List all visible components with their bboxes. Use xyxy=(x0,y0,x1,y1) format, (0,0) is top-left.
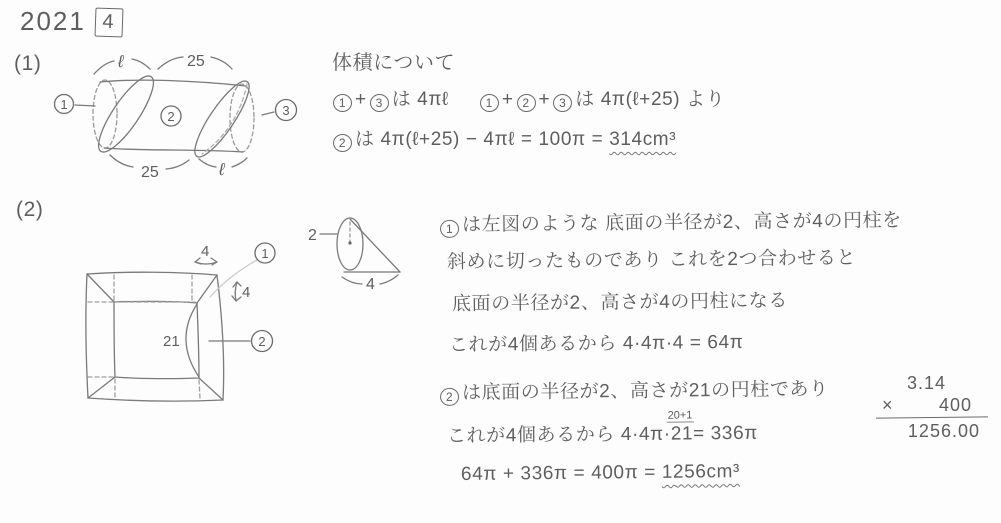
inner-height-label: 21 xyxy=(163,333,180,350)
p2-line7 xyxy=(461,461,740,486)
multiplier-row xyxy=(876,394,988,416)
problem-number-box: 4 xyxy=(94,8,123,38)
p2-line6-pre: これが4個あるから 4·4π· xyxy=(446,423,671,447)
circled-3: 3 xyxy=(370,94,389,112)
annotation-20plus1: 20+1 xyxy=(667,409,693,422)
eq1-group2-text: は 4π(ℓ+25) より xyxy=(575,89,726,110)
p2-line5-text: は底面の半径が2、高さが21の円柱であり xyxy=(461,378,829,404)
part2-number: 2 xyxy=(167,109,175,124)
column-multiplication xyxy=(876,372,988,442)
brace-bottom-left xyxy=(110,155,133,167)
brace-bottom-left2 xyxy=(166,160,189,169)
year-label: 2021 xyxy=(20,6,86,36)
leader-part3 xyxy=(262,112,274,115)
cylinder-diagram xyxy=(50,48,335,188)
brace-top2 xyxy=(211,57,232,69)
brace-top-left2 xyxy=(132,59,150,69)
part3-number: 3 xyxy=(282,103,290,118)
plus: + xyxy=(538,89,551,110)
radius-label: 2 xyxy=(308,227,317,244)
p1-equation-2 xyxy=(330,124,676,152)
p2-line6-base: 21 xyxy=(670,423,694,445)
square-frame-diagram xyxy=(60,240,290,420)
len-bottom: 25 xyxy=(141,164,159,181)
p2-line5 xyxy=(437,374,829,406)
page-header xyxy=(20,6,123,37)
wedge-hypotenuse xyxy=(350,219,400,272)
corner-br xyxy=(199,378,223,400)
p2-line7-result: 1256cm³ xyxy=(661,461,741,483)
cylinder-top-edge xyxy=(100,80,246,86)
p2-line6 xyxy=(446,409,759,448)
problem2-label: (2) xyxy=(16,198,44,221)
len-top-left: ℓ xyxy=(118,52,124,71)
circled-1: 1 xyxy=(333,94,352,112)
multiplier: 400 xyxy=(938,395,972,415)
wedge-diagram xyxy=(300,205,440,300)
corner-tr xyxy=(197,275,217,303)
p2-line3: 底面の半径が2、高さが4の円柱になる xyxy=(451,290,789,315)
circled-3: 3 xyxy=(553,94,572,112)
right-end-ellipse xyxy=(230,84,254,152)
len-bottom-right: ℓ xyxy=(219,160,225,179)
corner-tl xyxy=(87,274,114,302)
product: 1256.00 xyxy=(907,421,980,441)
top-width-label: 4 xyxy=(201,243,210,260)
plus: + xyxy=(355,89,367,110)
p2-line2: 斜めに切ったものであり これを2つ合わせると xyxy=(446,247,857,273)
brace-top xyxy=(158,57,183,69)
circled-2: 2 xyxy=(517,94,536,112)
multiplication-rule xyxy=(876,416,988,418)
brace-bottom-right2 xyxy=(232,158,247,167)
leader-part1 xyxy=(75,105,95,106)
p2-line1-text: は左図のような 底面の半径が2、高さが4の円柱を xyxy=(461,210,902,236)
eq2-result: 314cm³ xyxy=(609,129,677,150)
cylinder-bottom-edge xyxy=(104,148,243,152)
len-top: 25 xyxy=(187,53,205,70)
p2-line1 xyxy=(437,205,902,238)
part2-number: 2 xyxy=(258,334,266,349)
p2-line4: これが4個あるから 4·4π·4 = 64π xyxy=(448,331,744,356)
base-label: 4 xyxy=(366,276,375,293)
part1-number: 1 xyxy=(261,246,269,261)
circled-1: 1 xyxy=(440,220,459,238)
center-dot xyxy=(348,241,351,244)
multiply-operator: × xyxy=(882,395,894,415)
corner-bl xyxy=(88,377,115,398)
p2-line7-pre: 64π + 336π = 400π = xyxy=(460,461,662,485)
brace-top-left xyxy=(94,61,114,74)
part1-number: 1 xyxy=(60,97,68,112)
base-brace-left xyxy=(342,277,362,284)
circled-2: 2 xyxy=(440,388,459,406)
plus: + xyxy=(501,89,514,110)
hidden-cut-arc xyxy=(202,84,247,154)
multiplicand: 3.14 xyxy=(906,373,946,393)
p2-line6-post: = 336π xyxy=(692,422,759,445)
eq2-body: は 4π(ℓ+25) − 4πℓ = 100π = xyxy=(355,129,604,150)
circled-2: 2 xyxy=(333,134,352,152)
hidden-edge-br xyxy=(199,380,200,398)
eq1-group1-text: は 4πℓ xyxy=(391,89,449,110)
p1-heading: 体積について xyxy=(332,52,456,74)
edge-height-label: 4 xyxy=(242,284,251,301)
left-end-ellipse xyxy=(93,80,117,148)
problem1-label: (1) xyxy=(14,52,42,75)
brace-bottom-right xyxy=(199,159,216,167)
circled-1: 1 xyxy=(480,94,499,112)
p1-equation-1 xyxy=(330,84,725,112)
base-brace-right xyxy=(380,275,398,284)
